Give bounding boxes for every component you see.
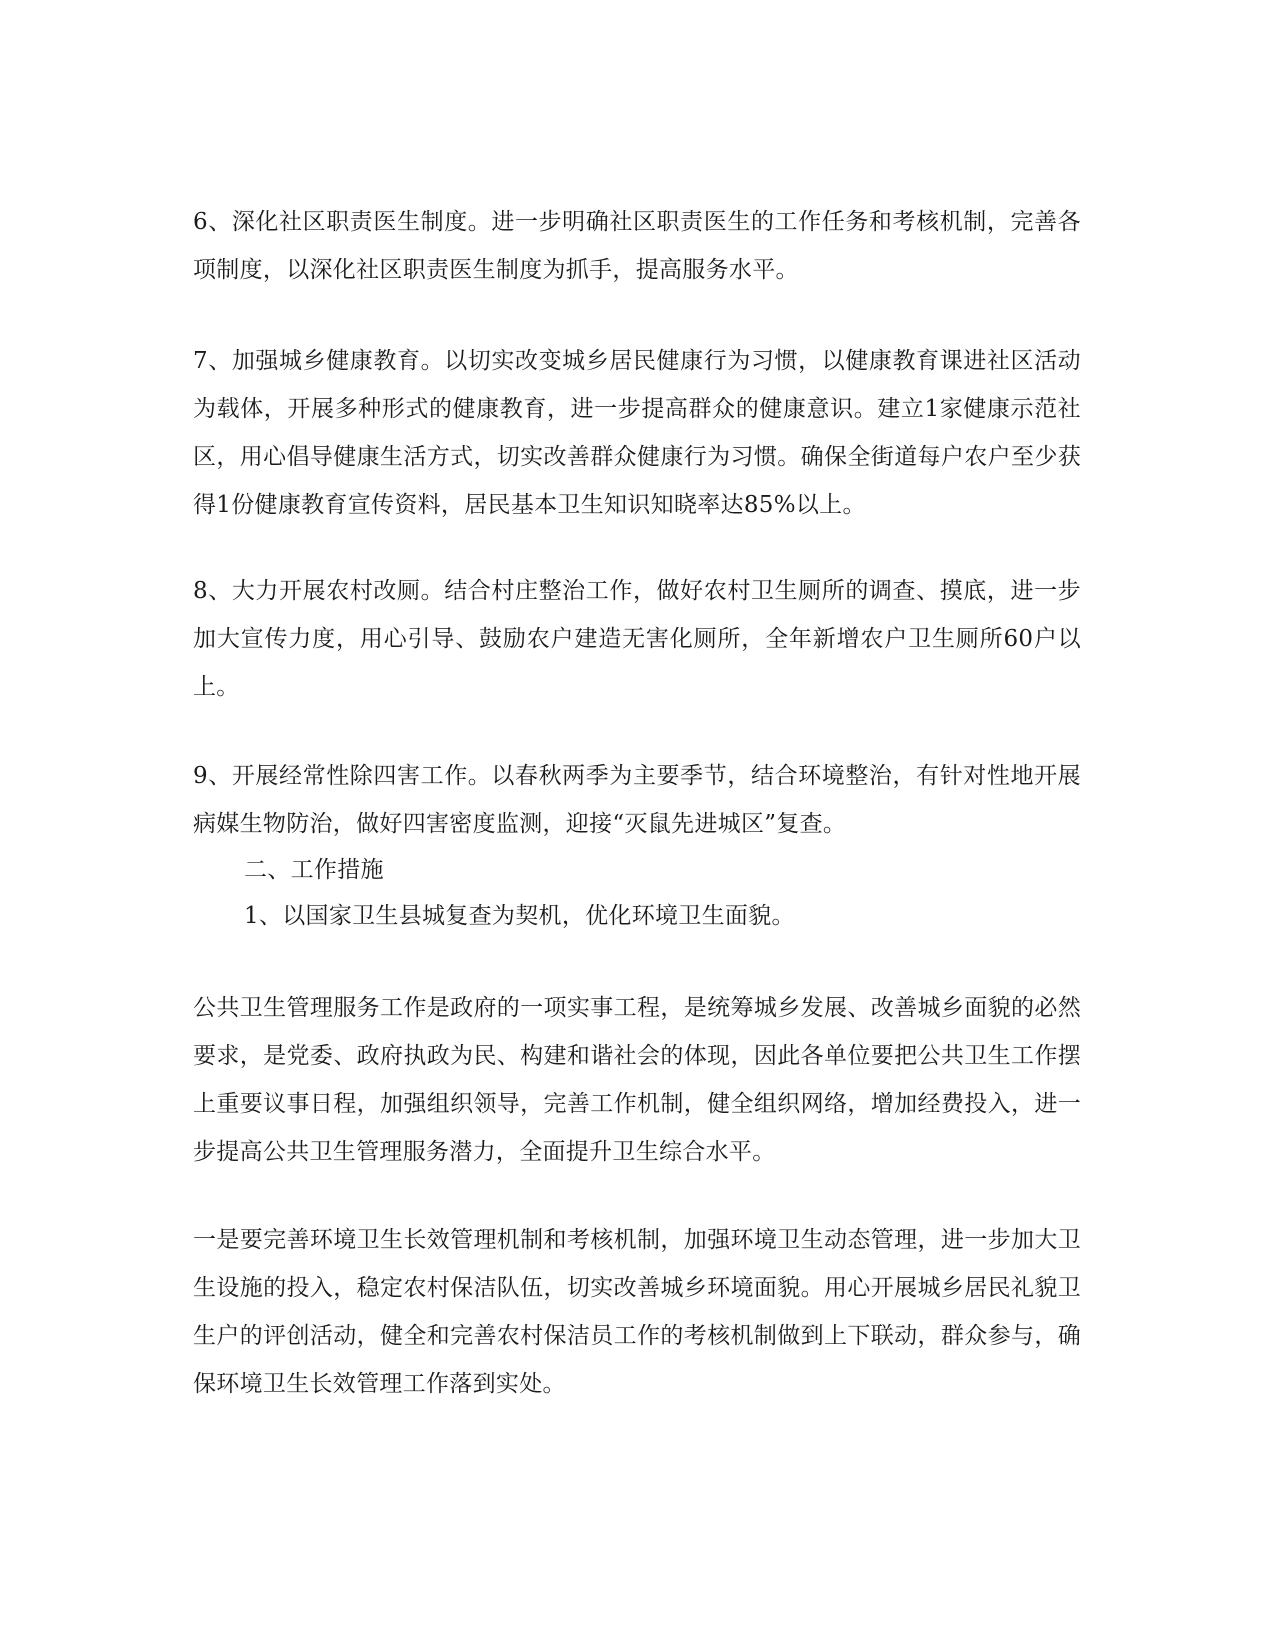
- paragraph-public-health: 公共卫生管理服务工作是政府的一项实事工程，是统筹城乡发展、改善城乡面貌的必然要求，是党委、政府执政为民、构建和谐社会的体现，因此各单位要把公共卫生工作摆上重要议事日程，加强组织领导，完善工作机制，健全组织网络，增加经费投入，进一步提高公共卫生管理服务潜力，全面提升卫生综合水平。: [193, 995, 1081, 1165]
- paragraph-item-6: 6、深化社区职责医生制度。进一步明确社区职责医生的工作任务和考核机制，完善各项制度，以深化社区职责医生制度为抓手，提高服务水平。: [193, 209, 1081, 283]
- paragraph-item-8: 8、大力开展农村改厕。结合村庄整治工作，做好农村卫生厕所的调查、摸底，进一步加大宣传力度，用心引导、鼓励农户建造无害化厕所，全年新增农户卫生厕所60户以上。: [193, 578, 1081, 700]
- paragraph-item-9: 9、开展经常性除四害工作。以春秋两季为主要季节，结合环境整治，有针对性地开展病媒生物防治，做好四害密度监测，迎接“灭鼠先进城区”复查。: [193, 763, 1081, 837]
- paragraph-item-7: 7、加强城乡健康教育。以切实改变城乡居民健康行为习惯，以健康教育课进社区活动为载体，开展多种形式的健康教育，进一步提高群众的健康意识。建立1家健康示范社区，用心倡导健康生活方式，切实改善群众健康行为习惯。确保全街道每户农户至少获得1份健康教育宣传资料，居民基本卫生知识知晓率达85%以上。: [193, 348, 1081, 518]
- subsection-heading: 1、以国家卫生县城复查为契机，优化环境卫生面貌。: [244, 903, 795, 929]
- section-heading: 二、工作措施: [244, 857, 384, 883]
- paragraph-environment: 一是要完善环境卫生长效管理机制和考核机制，加强环境卫生动态管理，进一步加大卫生设施的投入，稳定农村保洁队伍，切实改善城乡环境面貌。用心开展城乡居民礼貌卫生户的评创活动，健全和完善农村保洁员工作的考核机制做到上下联动，群众参与，确保环境卫生长效管理工作落到实处。: [193, 1227, 1081, 1397]
